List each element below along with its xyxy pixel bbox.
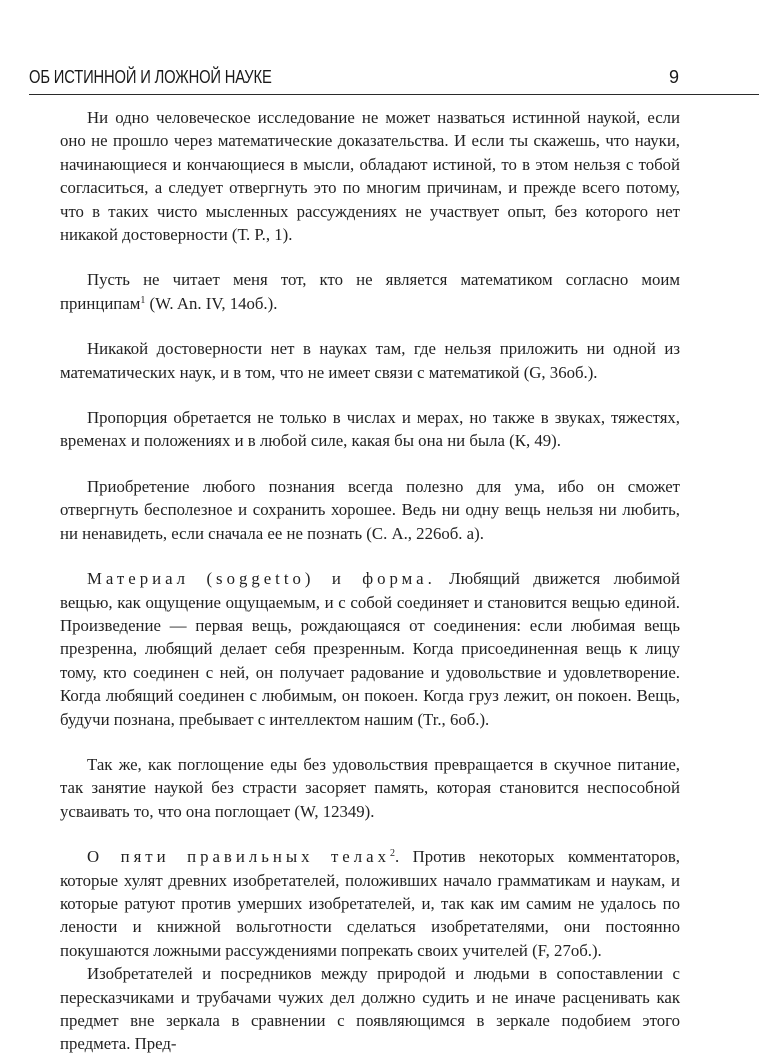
running-header-title: ОБ ИСТИННОЙ И ЛОЖНОЙ НАУКЕ (29, 67, 272, 87)
source-reference: (W. An. IV, 14об.). (145, 293, 278, 313)
paragraph: Пропорция обретается не только в числах и мерах, но также в звуках, тяжестях, временах и положениях и в любой силе, какая бы она ни была (К, 49). (60, 408, 680, 451)
body-text (60, 106, 680, 1056)
paragraph-text: Пусть не читает меня тот, кто не является математиком согласно моим принципам (60, 270, 680, 313)
paragraph-text: Любящий движется любимой вещью, как ощущение ощущаемым, и с собой соединяет и становится вещью единой. Произведение — первая вещь, рождающаяся от соединения: если любимая вещь презренна, любящий делает себя презренным. Когда присоединенная вещь к лицу тому, кто соединен с ней, он получает радование и удовольствие и удовлетворение. Когда любящий соединен с любимым, он покоен. Когда груз лежит, он покоен. Вещь, будучи познана, пребывает с интеллектом нашим (Tr., 6об.). (60, 569, 680, 729)
footnote-marker: 1 (140, 294, 146, 306)
section-heading: О пяти правильных телах (87, 847, 390, 867)
paragraph: Изобретателей и посредников между природой и людьми в сопоставлении с пересказчиками и трубачами чужих дел должно судить и не иначе расценивать как предмет вне зеркала в сравнении с появляющимся в зеркале подобием этого предмета. Пред- (60, 964, 680, 1054)
running-header (29, 66, 759, 95)
paragraph: Никакой достоверности нет в науках там, где нельзя приложить ни одной из математических наук, и в том, что не имеет связи с математикой (G, 36об.). (60, 339, 680, 382)
footnote-marker: 2 (389, 848, 395, 860)
page-number: 9 (669, 67, 680, 87)
paragraph (60, 268, 680, 315)
section-heading: Материал (soggetto) и форма. (87, 569, 436, 589)
paragraph: Так же, как поглощение еды без удовольствия превращается в скучное питание, так занятие наукой без страсти засоряет память, которая становится неспособной усваивать то, что она поглощает (W, 12349). (60, 754, 680, 821)
paragraph: Ни одно человеческое исследование не может назваться истинной наукой, если оно не прошло через математические доказательства. И если ты скажешь, что науки, начинающиеся и кончающиеся в мысли, обладают истиной, то в этом нельзя с тобой согласиться, а следует отвергнуть это по многим причинам, и прежде всего потому, что в таких чисто мысленных рассуждениях не участвует опыт, без которого нет никакой достоверности (Т. Р., 1). (60, 108, 680, 245)
paragraph-text: . Против некоторых комментаторов, которые хулят древних изобретателей, положивших начало грамматикам и наукам, и которые ратуют против умерших изобретателей, и, так как им самим не удалось по лености и книжной вольготности сделаться изобретателями, они постоянно покушаются ложными рассуждениями попрекать своих учителей (F, 27об.). (60, 847, 680, 960)
paragraph (60, 845, 680, 962)
paragraph: Приобретение любого познания всегда полезно для ума, ибо он сможет отвергнуть бесполезное и сохранить хорошее. Ведь ни одну вещь нельзя ни любить, ни ненавидеть, если сначала ее не познать (С. А., 226об. а). (60, 476, 680, 543)
paragraph (60, 567, 680, 731)
